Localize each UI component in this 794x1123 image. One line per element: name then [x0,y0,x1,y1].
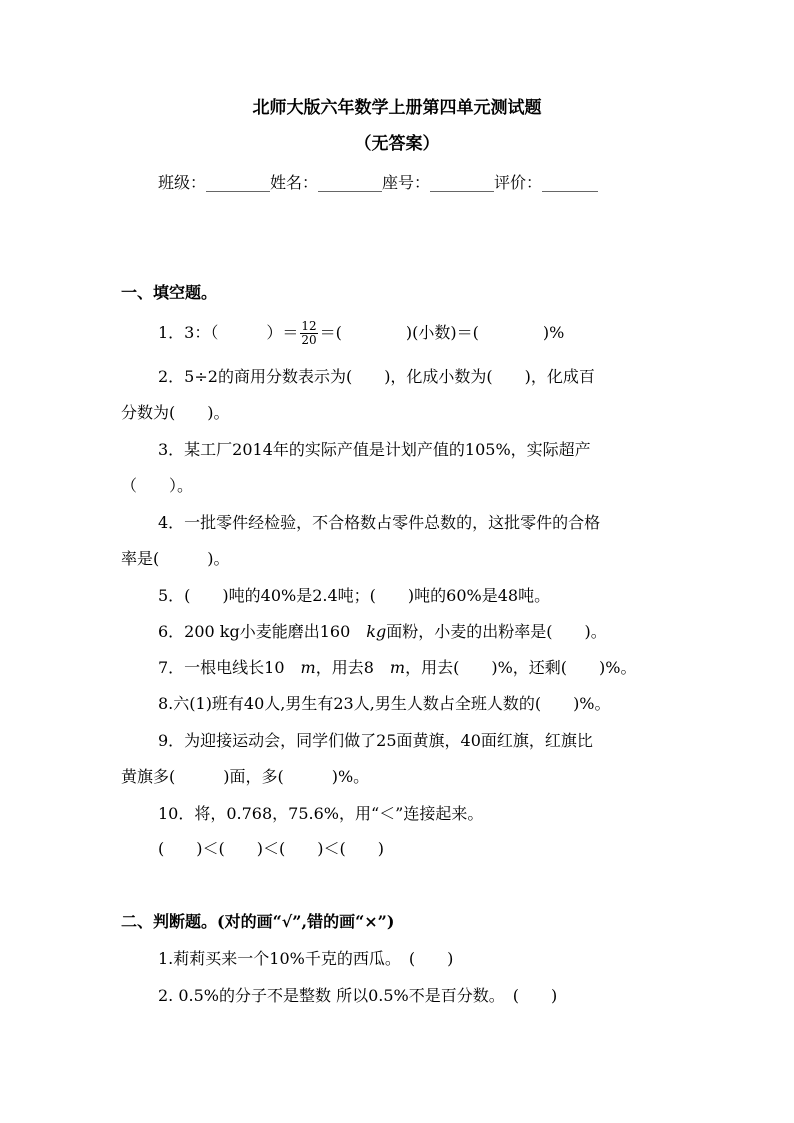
question-1-4-line2: 率是( )。 [121,549,230,568]
q7-part3: ，用去( )%，还剩( )%。 [405,658,637,677]
q7-part1: 7．一根电线长10 [158,658,301,677]
section2-heading: 二、判断题。(对的画“√”,错的画“×”) [121,912,395,931]
q1-fraction-denominator: 20 [301,333,317,347]
question-1-2-line1: 2．5÷2的商用分数表示为( )，化成小数为( )，化成百 [158,367,595,386]
question-2-2: 2. 0.5%的分子不是整数 所以0.5%不是百分数。 ( ) [158,986,558,1005]
question-1-9-line2: 黄旗多( )面，多( )%。 [121,767,370,786]
q6-part1: 6．200 kg小麦能磨出160 [158,622,367,641]
q6-unit: kg [366,622,387,641]
q7-unit1: m [300,658,316,677]
q7-part2: ，用去8 [315,658,390,677]
question-1-3-line2: （ ）。 [121,476,194,495]
question-1-6 [158,622,607,642]
q1-fraction-numerator: 12 [301,319,317,333]
page-title: 北师大版六年数学上册第四单元测试题 [252,98,542,118]
q1-fraction [300,320,317,347]
question-1-4-line1: 4．一批零件经检验，不合格数占零件总数的，这批零件的合格 [158,513,601,532]
section1-heading: 一、填空题。 [121,283,218,302]
page-subtitle: （无答案） [354,134,440,154]
question-1-10-line2: ( )＜( )＜( )＜( ) [158,839,384,858]
question-1-1 [158,320,564,347]
question-1-8: 8.六(1)班有40人,男生有23人,男生人数占全班人数的( )%。 [158,694,611,713]
student-info-line: 班级：________姓名：________座号：________评价：_______ [158,173,599,192]
question-1-3-line1: 3．某工厂2014年的实际产值是计划产值的105%，实际超产 [158,440,591,459]
question-1-10-line1: 10．将，0.768，75.6%，用“＜”连接起来。 [158,804,484,823]
q1-suffix: ＝( )(小数)＝( )% [319,323,565,342]
q6-part2: 面粉，小麦的出粉率是( )。 [386,622,607,641]
question-1-2-line2: 分数为( )。 [121,403,230,422]
question-1-5: 5．( )吨的40%是2.4吨；( )吨的60%是48吨。 [158,586,551,605]
question-1-7 [158,658,636,678]
q7-unit2: m [389,658,406,677]
question-1-9-line1: 9．为迎接运动会，同学们做了25面黄旗，40面红旗，红旗比 [158,731,593,750]
question-2-1: 1.莉莉买来一个10%千克的西瓜。 ( ) [158,949,454,968]
q1-prefix: 1．3：（ ）＝ [158,323,299,342]
